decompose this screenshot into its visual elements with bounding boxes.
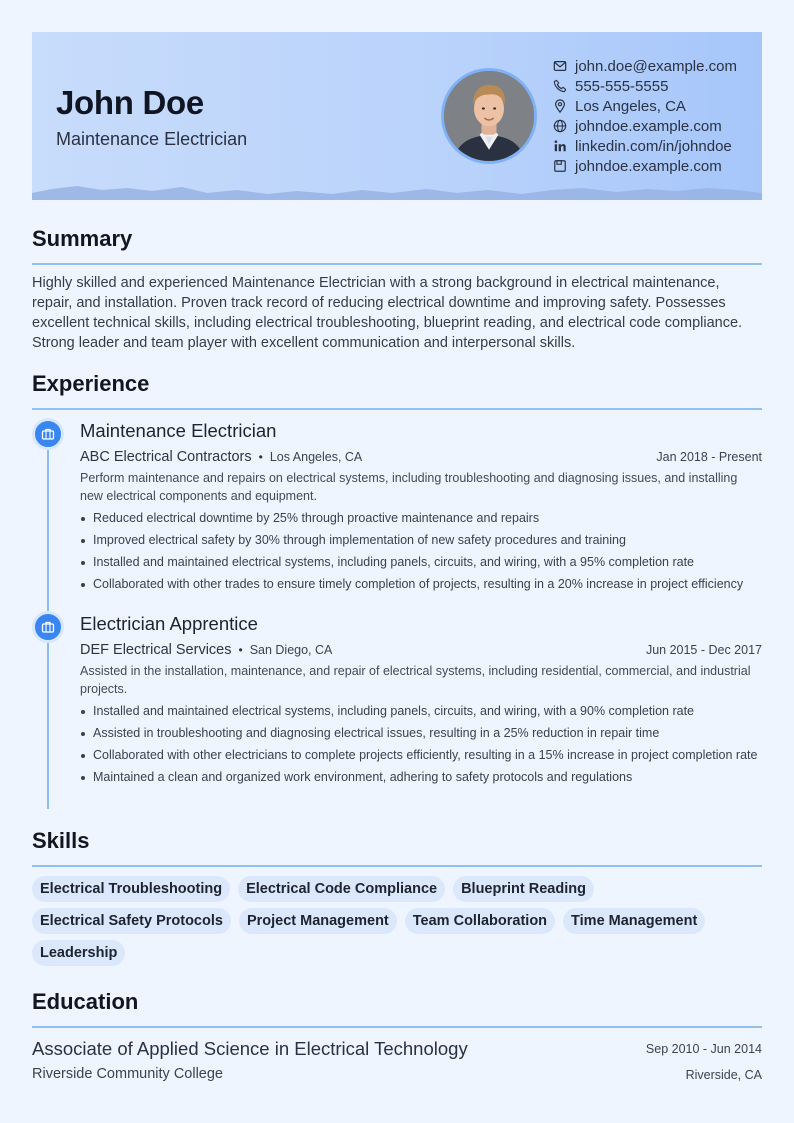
contact-phone-text: 555-555-5555 [575, 77, 669, 95]
job-title: Maintenance Electrician [80, 420, 277, 441]
achievement-item: Collaborated with other electricians to complete projects efficiently, resulting in a 15% increase in project completion rate [80, 746, 762, 764]
achievement-item: Assisted in troubleshooting and diagnosing electrical issues, resulting in a 25% reduction in repair time [80, 724, 762, 742]
contact-email[interactable] [552, 56, 737, 76]
job-description: Assisted in the installation, maintenance, and repair of electrical systems, including residential, commercial, and industrial projects. [80, 664, 751, 696]
achievement-item: Maintained a clean and organized work environment, adhering to safety protocols and regulations [80, 768, 762, 786]
contact-portfolio-text: johndoe.example.com [575, 157, 722, 175]
skill-tag: Team Collaboration [405, 908, 555, 934]
contact-location [552, 96, 737, 116]
job-company: DEF Electrical Services [80, 642, 232, 658]
skills-list [32, 876, 762, 966]
skill-tag: Leadership [32, 940, 125, 966]
globe-icon [552, 118, 568, 134]
job-description: Perform maintenance and repairs on electrical systems, including troubleshooting and diagnosing issues, and installing new electrical components and equipment. [80, 471, 738, 503]
education-school: Riverside Community College [32, 1066, 223, 1082]
profile-photo [441, 68, 537, 164]
location-pin-icon [552, 98, 568, 114]
section-title-summary: Summary [32, 226, 133, 251]
contact-list [552, 56, 737, 176]
section-title-education: Education [32, 989, 139, 1014]
section-divider [32, 408, 762, 410]
achievement-list [80, 702, 762, 786]
separator-dot: • [238, 643, 243, 657]
job-company: ABC Electrical Contractors [80, 449, 252, 465]
skill-tag: Electrical Troubleshooting [32, 876, 230, 902]
skill-tag: Blueprint Reading [453, 876, 594, 902]
achievement-item: Reduced electrical downtime by 25% through proactive maintenance and repairs [80, 509, 762, 527]
skill-tag: Time Management [563, 908, 705, 934]
separator-dot: • [258, 450, 263, 464]
skill-tag: Electrical Code Compliance [238, 876, 445, 902]
achievement-item: Installed and maintained electrical systems, including panels, circuits, and wiring, with a 90% completion rate [80, 702, 762, 720]
contact-linkedin-text: linkedin.com/in/johndoe [575, 137, 732, 155]
briefcase-icon [32, 611, 64, 643]
contact-phone[interactable] [552, 76, 737, 96]
experience-entry [80, 613, 762, 790]
section-divider [32, 1026, 762, 1028]
briefcase-icon [32, 418, 64, 450]
job-dates: Jun 2015 - Dec 2017 [645, 643, 762, 657]
job-title: Electrician Apprentice [80, 613, 258, 634]
job-location: San Diego, CA [249, 643, 333, 657]
contact-linkedin[interactable] [552, 136, 737, 156]
job-meta [80, 639, 762, 661]
job-meta [80, 446, 762, 468]
summary-text: Highly skilled and experienced Maintenance Electrician with a strong background in electrical maintenance, repair, and installation. Proven track record of reducing electrical downtime and improving safety. Possesses excellent technical skills, including electrical troubleshooting, blueprint reading, and electrical code compliance. Strong leader and team player with excellent communication and interpersonal skills. [32, 275, 743, 351]
contact-portfolio[interactable] [552, 156, 737, 176]
education-dates: Sep 2010 - Jun 2014 [645, 1042, 762, 1056]
portfolio-icon [552, 158, 568, 174]
achievement-list [80, 509, 762, 593]
mail-icon [552, 58, 568, 74]
contact-location-text: Los Angeles, CA [575, 97, 686, 115]
contact-website-text: johndoe.example.com [575, 117, 722, 135]
section-title-skills: Skills [32, 828, 90, 853]
header-wave-decoration [32, 184, 762, 200]
education-degree: Associate of Applied Science in Electrical Technology [32, 1038, 468, 1059]
achievement-item: Collaborated with other trades to ensure timely completion of projects, resulting in a 20% increase in project efficiency [80, 575, 762, 593]
section-title-experience: Experience [32, 371, 150, 396]
job-dates: Jan 2018 - Present [656, 450, 762, 464]
education-location: Riverside, CA [685, 1068, 762, 1082]
candidate-name: John Doe [56, 84, 204, 121]
contact-website[interactable] [552, 116, 737, 136]
linkedin-icon [552, 138, 568, 154]
job-location: Los Angeles, CA [269, 450, 363, 464]
achievement-item: Improved electrical safety by 30% through implementation of new safety procedures and training [80, 531, 762, 549]
phone-icon [552, 78, 568, 94]
candidate-role: Maintenance Electrician [56, 129, 248, 149]
section-divider [32, 865, 762, 867]
resume-header [32, 32, 762, 200]
experience-entry [80, 420, 762, 597]
achievement-item: Installed and maintained electrical systems, including panels, circuits, and wiring, with a 95% completion rate [80, 553, 762, 571]
skill-tag: Electrical Safety Protocols [32, 908, 231, 934]
skill-tag: Project Management [239, 908, 397, 934]
section-divider [32, 263, 762, 265]
contact-email-text: john.doe@example.com [575, 57, 737, 75]
